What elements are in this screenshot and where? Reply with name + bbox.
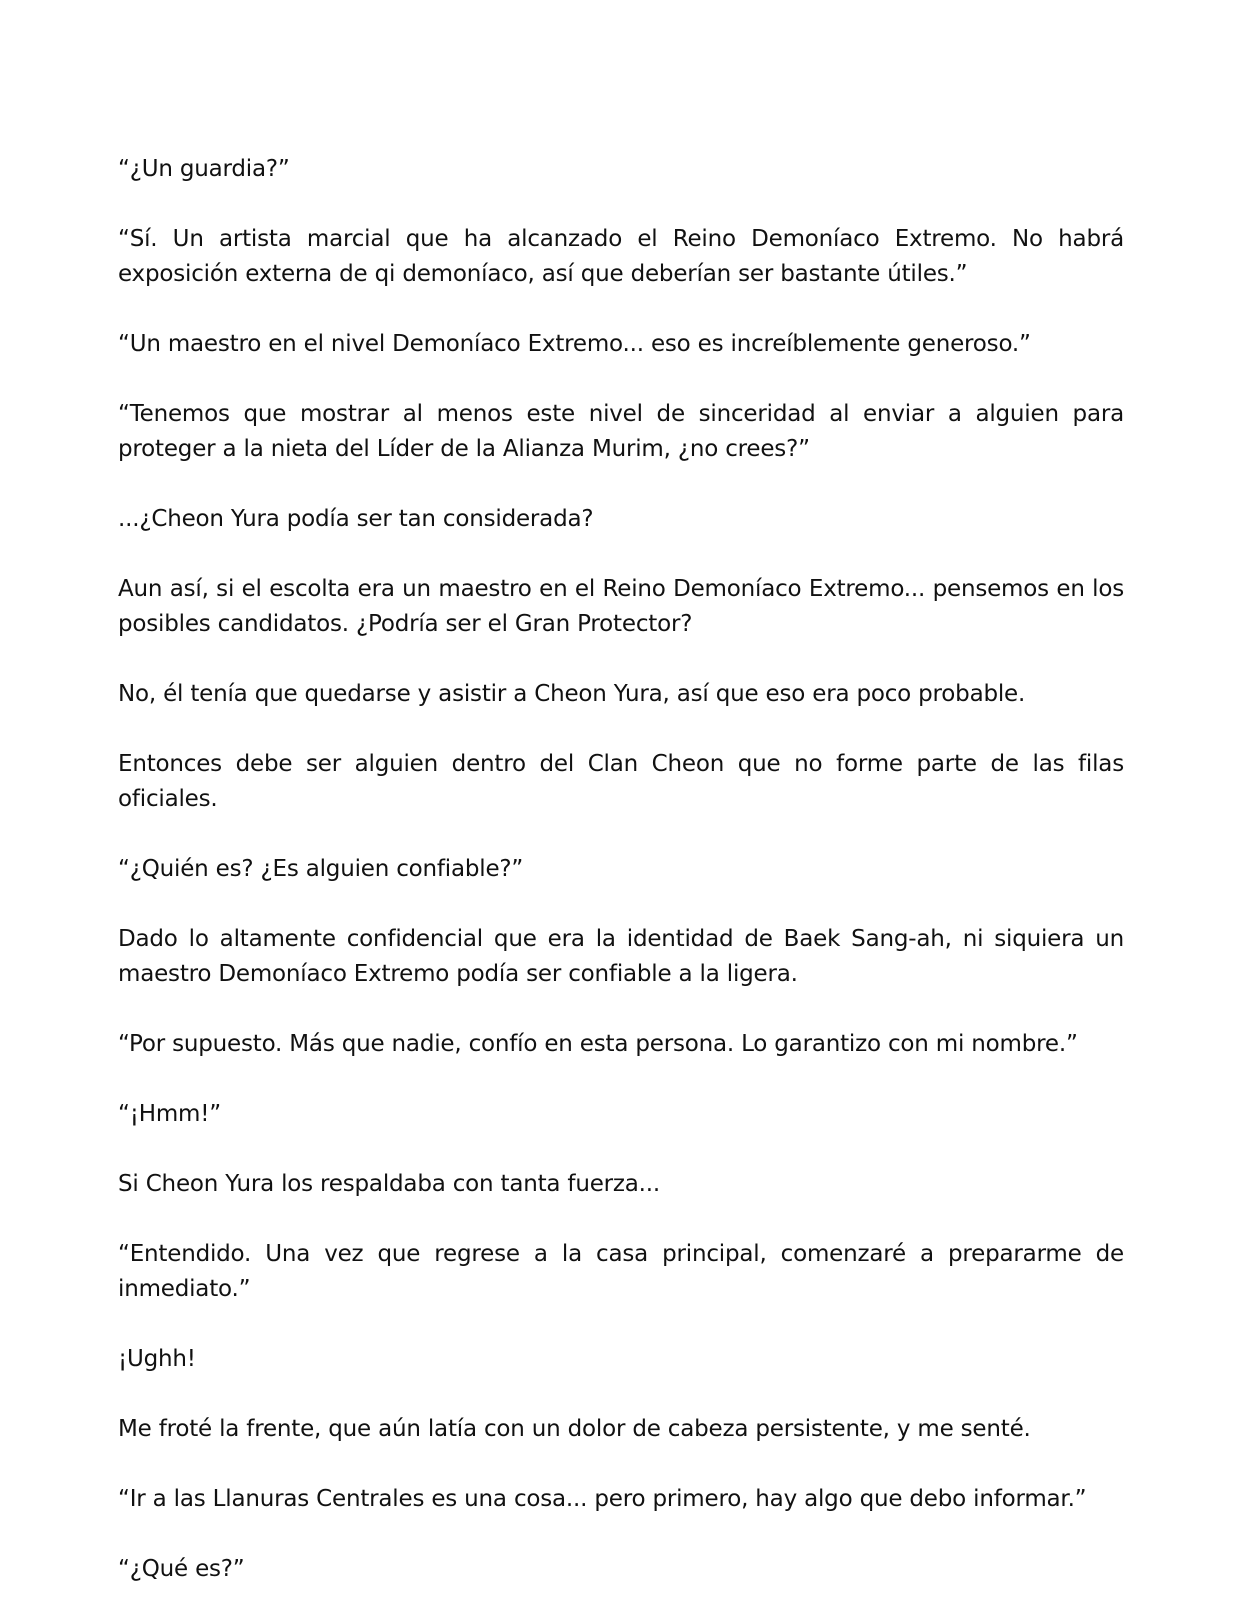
paragraph-3: “Un maestro en el nivel Demoníaco Extremo... eso es increíblemente generoso.” xyxy=(118,331,1031,357)
paragraph-14: “Entendido. Una vez que regrese a la casa principal, comenzaré a prepararme de inmediato.” xyxy=(118,1241,1124,1302)
paragraph-17: “Ir a las Llanuras Centrales es una cosa... pero primero, hay algo que debo informar.” xyxy=(118,1486,1087,1512)
paragraph-10: Dado lo altamente confidencial que era la identidad de Baek Sang-ah, ni siquiera un maestro Demoníaco Extremo podía ser confiable a la ligera. xyxy=(118,926,1124,987)
paragraph-13: Si Cheon Yura los respaldaba con tanta fuerza... xyxy=(118,1171,661,1197)
paragraph-8: Entonces debe ser alguien dentro del Clan Cheon que no forme parte de las filas oficiales. xyxy=(118,751,1124,812)
paragraph-15: ¡Ughh! xyxy=(118,1346,196,1372)
paragraph-6: Aun así, si el escolta era un maestro en el Reino Demoníaco Extremo... pensemos en los posibles candidatos. ¿Podría ser el Gran Protector? xyxy=(118,576,1124,637)
paragraph-12: “¡Hmm!” xyxy=(118,1101,221,1127)
paragraph-16: Me froté la frente, que aún latía con un dolor de cabeza persistente, y me senté. xyxy=(118,1416,1031,1442)
document-body xyxy=(118,152,1124,1587)
paragraph-18: “¿Qué es?” xyxy=(118,1556,245,1582)
paragraph-1: “¿Un guardia?” xyxy=(118,156,290,182)
paragraph-5: ...¿Cheon Yura podía ser tan considerada? xyxy=(118,506,594,532)
paragraph-7: No, él tenía que quedarse y asistir a Cheon Yura, así que eso era poco probable. xyxy=(118,681,1026,707)
paragraph-4: “Tenemos que mostrar al menos este nivel de sinceridad al enviar a alguien para proteger a la nieta del Líder de la Alianza Murim, ¿no crees?” xyxy=(118,401,1124,462)
paragraph-11: “Por supuesto. Más que nadie, confío en esta persona. Lo garantizo con mi nombre.” xyxy=(118,1031,1078,1057)
paragraph-9: “¿Quién es? ¿Es alguien confiable?” xyxy=(118,856,524,882)
paragraph-2: “Sí. Un artista marcial que ha alcanzado el Reino Demoníaco Extremo. No habrá exposición externa de qi demoníaco, así que deberían ser bastante útiles.” xyxy=(118,226,1124,287)
